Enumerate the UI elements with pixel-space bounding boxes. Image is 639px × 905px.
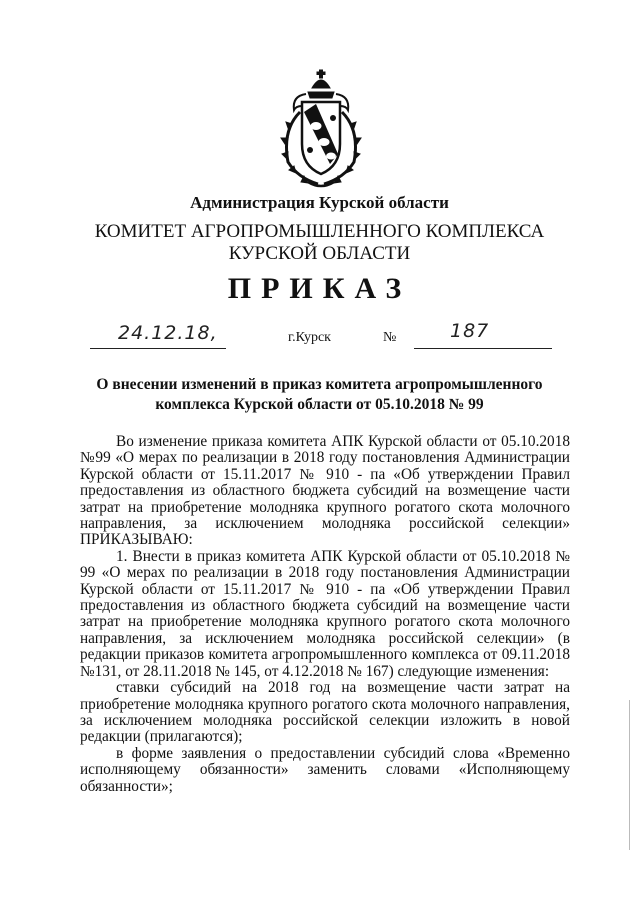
number-label: № (383, 330, 397, 345)
intro-paragraph: Во изменение приказа комитета АПК Курской области от 05.10.2018 №99 «О мерах по реализации в 2018 году постановления Администрации Курской области от 15.11.2017 № 910 - па «Об утверждении Правил предоставления из областного бюджета субсидий на возмещение части затрат на приобретение молодняка крупного рогатого скота молочного направления, за исключением молодняка российской селекции» ПРИКАЗЫВАЮ: (80, 433, 570, 549)
subject-line1: О внесении изменений в приказ комитета агропромышленного (96, 376, 543, 393)
scan-edge-line (629, 700, 630, 850)
subject-line2: комплекса Курской области от 05.10.2018 № 99 (155, 396, 484, 413)
handwritten-order-number: 187 (450, 320, 490, 342)
order-subject (0, 375, 639, 415)
order-heading: ПРИКАЗ (227, 272, 412, 305)
item-1-paragraph: 1. Внести в приказ комитета АПК Курской области от 05.10.2018 № 99 «О мерах по реализации в 2018 году постановления Администрации Курской области от 15.11.2017 № 910 - па «Об утверждении Правил предоставления из областного бюджета субсидий на возмещение части затрат на приобретение молодняка крупного рогатого скота молочного направления, за исключением молодняка российской селекции» (в редакции приказов комитета агропромышленного комплекса от 09.11.2018 №131, от 28.11.2018 № 145, от 4.12.2018 № 167) следующие изменения: (80, 547, 570, 680)
administration-title: Администрация Курской области (190, 193, 449, 212)
committee-name-line1: КОМИТЕТ АГРОПРОМЫШЛЕННОГО КОМПЛЕКСА (94, 221, 545, 242)
item-1-change-application-form: в форме заявления о предоставлении субсидий слова «Временно исполняющему обязанности» заменить словами «Исполняющему обязанности»; (80, 744, 570, 795)
city-label: г.Курск (288, 330, 331, 345)
order-dateline (0, 320, 639, 354)
item-1-change-rates: ставки субсидий на 2018 год на возмещение части затрат на приобретение молодняка крупного рогатого скота молочного направления, за исключением молодняка российской селекции изложить в новой редакции (прилагаются); (80, 679, 570, 746)
number-underline (414, 348, 552, 349)
committee-name (0, 221, 639, 265)
handwritten-date: 24.12.18, (118, 322, 218, 344)
order-body (80, 434, 570, 795)
committee-name-line2: КУРСКОЙ ОБЛАСТИ (228, 243, 411, 264)
kursk-coat-of-arms-emblem (278, 66, 364, 190)
date-underline (90, 348, 226, 349)
